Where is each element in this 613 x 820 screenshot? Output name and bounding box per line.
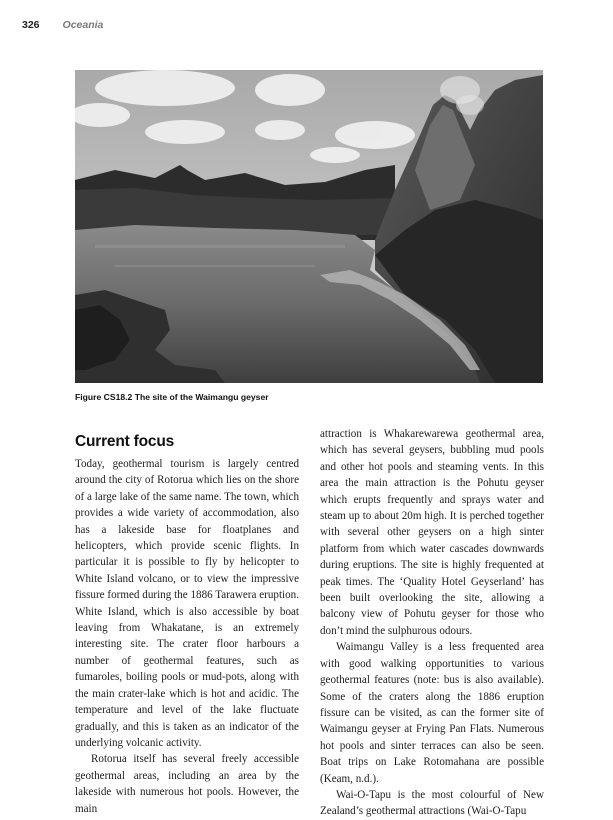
paragraph-3: Waimangu Valley is a less frequented area with good walking opportunities to various geothermal features (note: bus is also available). Some of the craters along the 1886 eruption fissure can be visited, as can the former site of Waimangu geyser at Frying Pan Flats. Numerous hot pools and sinter terraces can also be seen. Boat trips on Lake Rotomahana are possible (Keam, n.d.).	[320, 641, 544, 785]
right-column	[320, 426, 544, 820]
running-head	[22, 19, 103, 35]
paragraph-2-start: Rotorua itself has several freely accessible geothermal areas, including an area by the lakeside with numerous hot pools. However, the main	[75, 753, 299, 815]
paragraph-4: Wai-O-Tapu is the most colourful of New Zealand’s geothermal attractions (Wai-O-Tapu	[320, 788, 544, 818]
paragraph-1: Today, geothermal tourism is largely centred around the city of Rotorua which lies on the shore of a large lake of the same name. The town, which provides a wide variety of accommodation, also has a lakeside base for floatplanes and helicopters, which provide scenic flights. In particular it is possible to fly by helicopter to White Island volcano, or to view the impressive fissure formed during the 1886 Tarawera eruption. White Island, which is also accessible by boat leaving from Whakatane, is an extremely interesting site. The crater floor harbours a number of geothermal features, such as fumaroles, boiling pools or mud-pots, along with the main crater-lake which is hot and acidic. The temperature and level of the lake fluctuate gradually, and this is taken as an indicator of the underlying volcanic activity.	[75, 458, 299, 749]
journal-title: Oceania	[62, 19, 104, 31]
figure-photo	[75, 70, 543, 383]
left-column	[75, 432, 299, 817]
lake-photo-illustration	[75, 70, 543, 383]
page-number: 326	[22, 19, 40, 31]
section-heading: Current focus	[75, 433, 175, 450]
figure-caption: Figure CS18.2 The site of the Waimangu geyser	[75, 392, 269, 402]
paragraph-2-continued: attraction is Whakarewarewa geothermal area, which has several geysers, bubbling mud pools and other hot pools and steaming vents. In this area the main attraction is the Pohutu geyser which erupts frequently and sprays water and steam up to about 20m high. It is perched together with several other geysers on a high sinter platform from which water cascades downwards during eruptions. The site is highly frequented at peak times. The ‘Quality Hotel Geyserland’ has been built overlooking the site, allowing a balcony view of Pohutu geyser for those who don’t mind the sulphurous odours.	[320, 428, 544, 637]
